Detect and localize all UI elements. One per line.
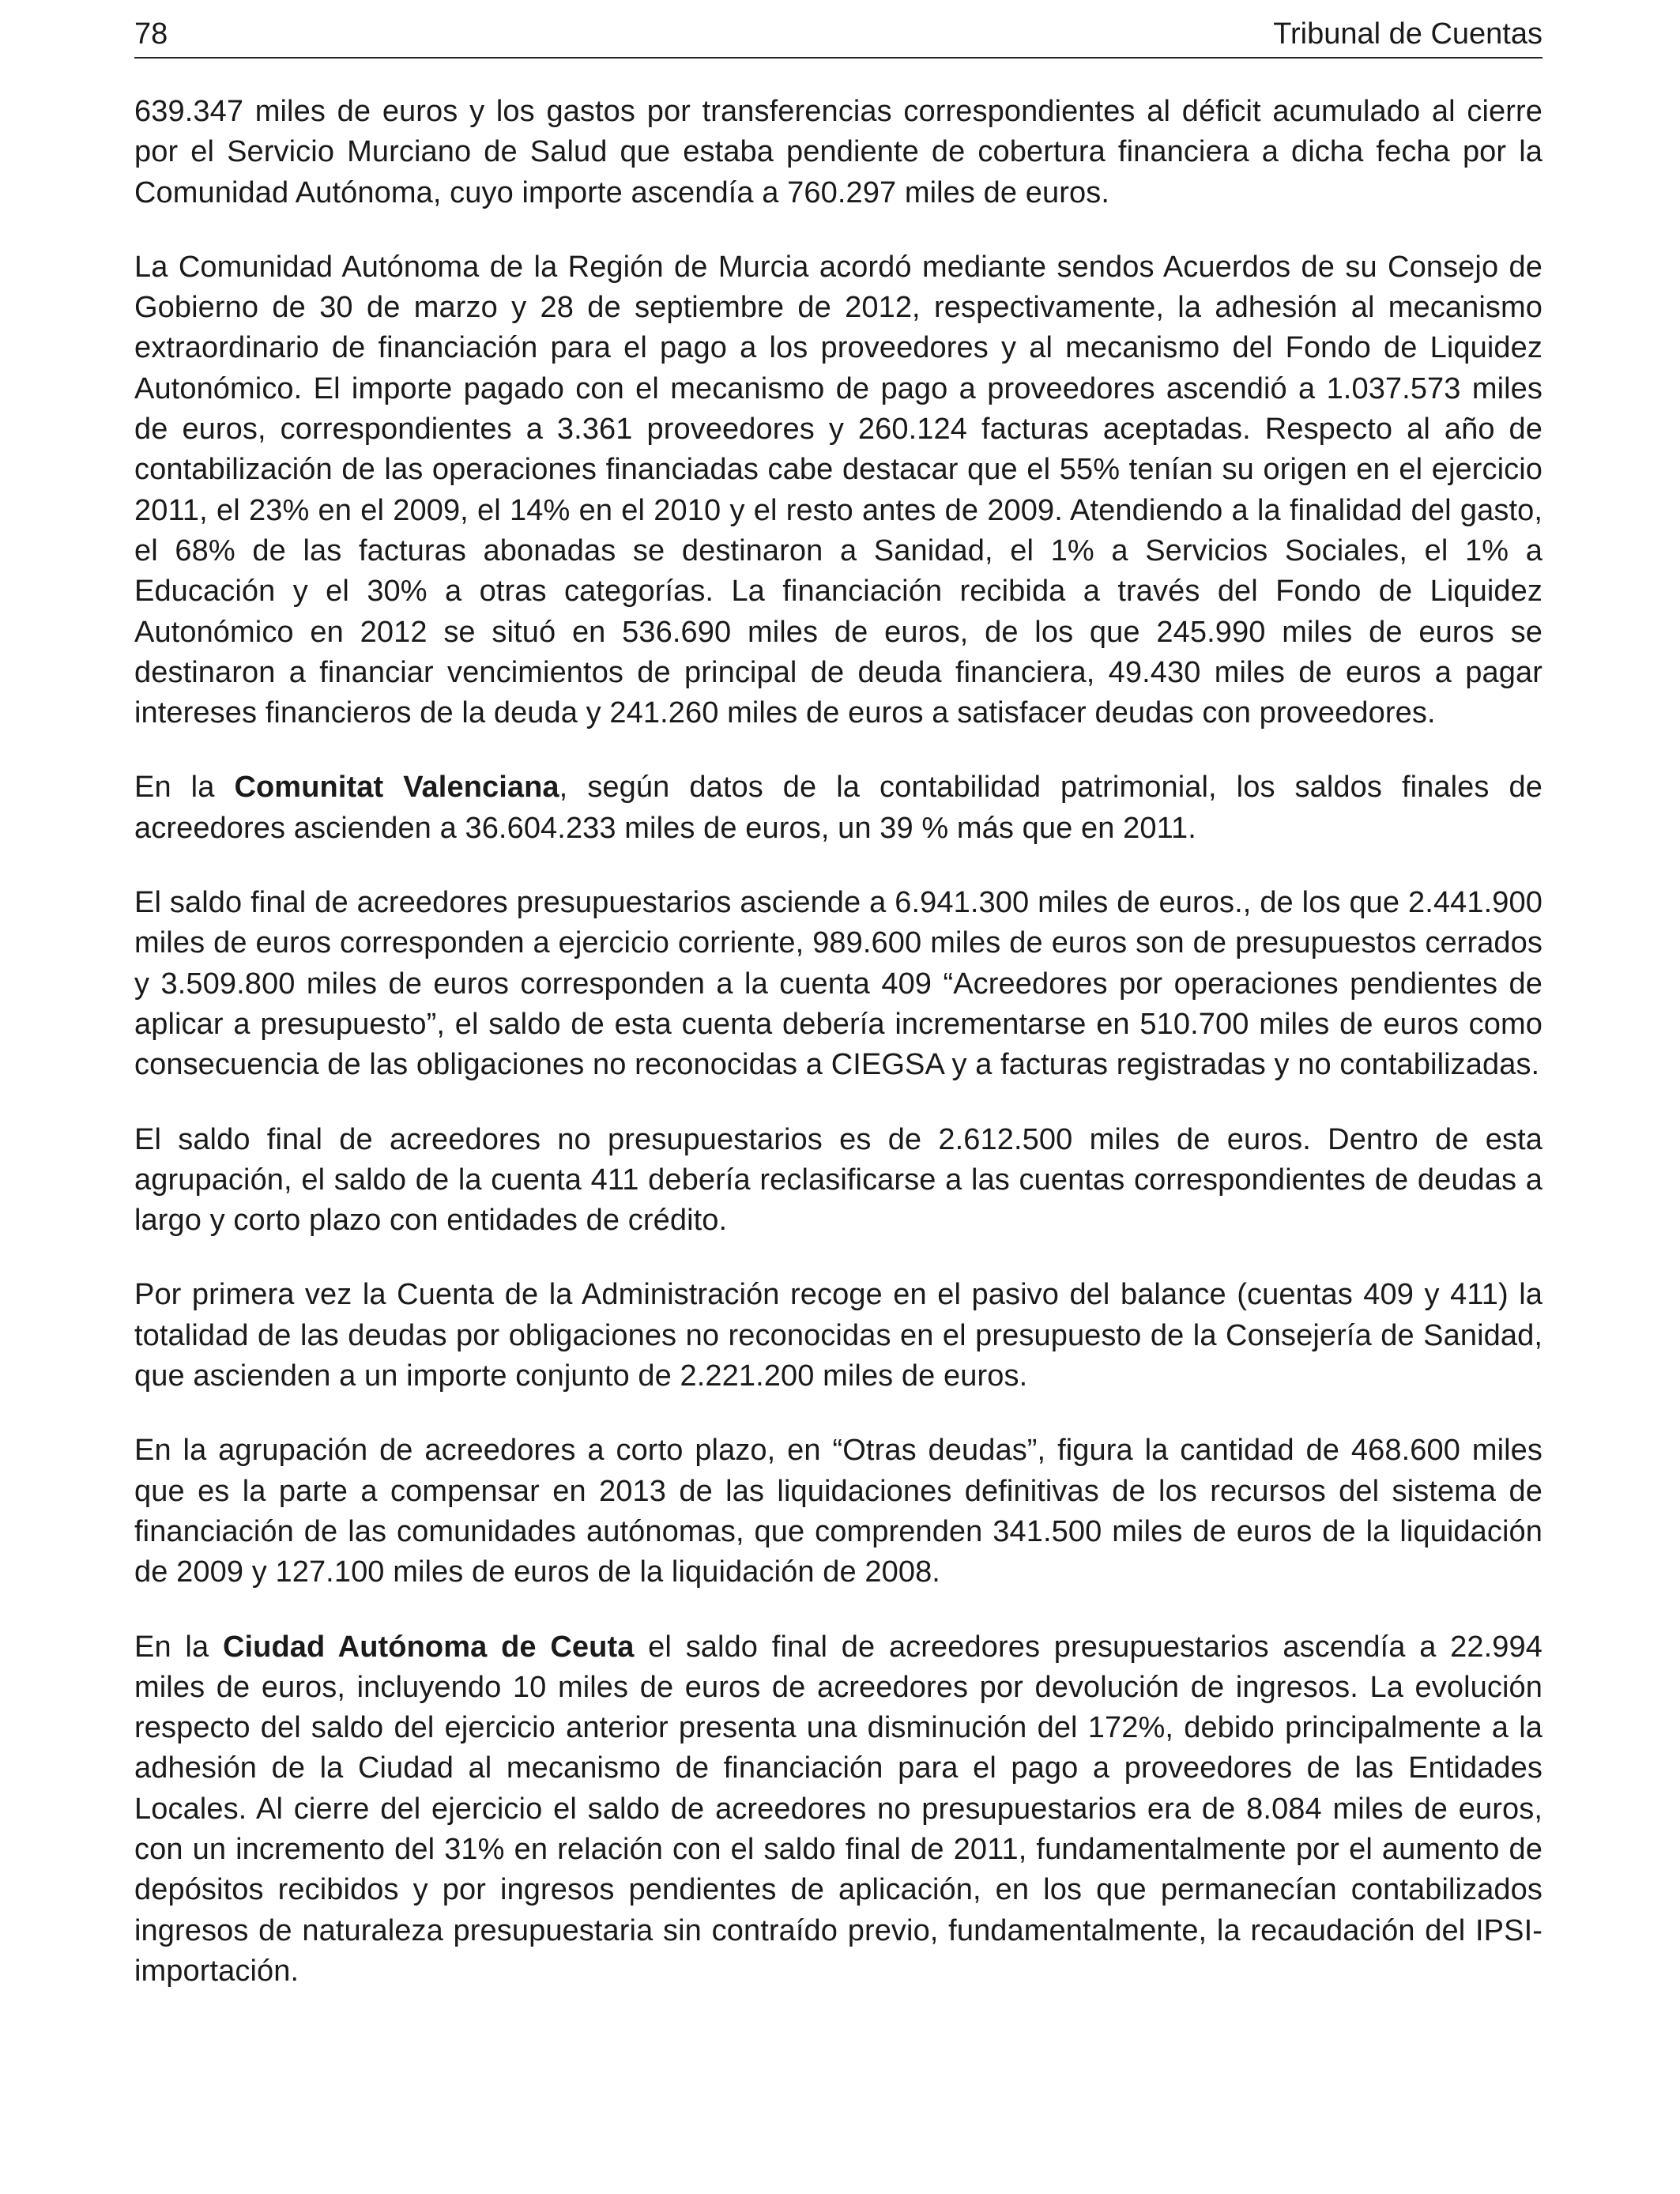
paragraph-text: El saldo final de acreedores no presupuestarios es de 2.612.500 miles de euros. Dentro de esta agrupación, el saldo de la cuenta 411 debería reclasificarse a las cuentas correspondientes de deudas a largo y corto plazo con entidades de crédito. — [134, 1122, 1543, 1238]
paragraph-text: 639.347 miles de euros y los gastos por transferencias correspondientes al déficit acumulado al cierre por el Servicio Murciano de Salud que estaba pendiente de cobertura financiera a dicha fecha por la Comunidad Autónoma, cuyo importe ascendía a 760.297 miles de euros. — [134, 95, 1543, 209]
paragraph-lead: En la — [134, 771, 235, 805]
paragraph-text: , según datos de la contabilidad patrimonial, los saldos finales de acreedores ascienden a 36.604.233 miles de euros, un 39 % más que en 2011. — [134, 771, 1543, 845]
paragraph-text: En la agrupación de acreedores a corto plazo, en “Otras deudas”, figura la cantidad de 468.600 miles que es la parte a compensar en 2013 de las liquidaciones definitivas de los recursos del sistema de financiación de las comunidades autónomas, que comprenden 341.500 miles de euros de la liquidación de 2009 y 127.100 miles de euros de la liquidación de 2008. — [134, 1434, 1543, 1589]
paragraph-text: el saldo final de acreedores presupuestarios ascendía a 22.994 miles de euros, incluyendo 10 miles de euros de acreedores por devolución de ingresos. La evolución respecto del saldo del ejercicio anterior presenta una disminución del 172%, debido principalmente a la adhesión de la Ciudad al mecanismo de financiación para el pago a proveedores de las Entidades Locales. Al cierre del ejercicio el saldo de acreedores no presupuestarios era de 8.084 miles de euros, con un incremento del 31% en relación con el saldo final de 2011, fundamentalmente por el aumento de depósitos recibidos y por ingresos pendientes de aplicación, en los que permanecían contabilizados ingresos de naturaleza presupuestaria sin contraído previo, fundamentalmente, la recaudación del IPSI-importación. — [134, 1630, 1543, 1988]
region-name: Comunitat Valenciana — [234, 771, 559, 805]
paragraph — [134, 1120, 1543, 1242]
document-body — [134, 92, 1543, 2026]
document-page — [134, 0, 1543, 2194]
running-title: Tribunal de Cuentas — [1273, 17, 1543, 51]
page-number: 78 — [134, 17, 168, 51]
paragraph — [134, 247, 1543, 734]
paragraph — [134, 1275, 1543, 1397]
paragraph — [134, 767, 1543, 849]
paragraph-text: La Comunidad Autónoma de la Región de Murcia acordó mediante sendos Acuerdos de su Consejo de Gobierno de 30 de marzo y 28 de septiembre de 2012, respectivamente, la adhesión al mecanismo extraordinario de financiación para el pago a los proveedores y al mecanismo del Fondo de Liquidez Autonómico. El importe pagado con el mecanismo de pago a proveedores ascendió a 1.037.573 miles de euros, correspondientes a 3.361 proveedores y 260.124 facturas aceptadas. Respecto al año de contabilización de las operaciones financiadas cabe destacar que el 55% tenían su origen en el ejercicio 2011, el 23% en el 2009, el 14% en el 2010 y el resto antes de 2009. Atendiendo a la finalidad del gasto, el 68% de las facturas abonadas se destinaron a Sanidad, el 1% a Servicios Sociales, el 1% a Educación y el 30% a otras categorías. La financiación recibida a través del Fondo de Liquidez Autonómico en 2012 se situó en 536.690 miles de euros, de los que 245.990 miles de euros se destinaron a financiar vencimientos de principal de deuda financiera, 49.430 miles de euros a pagar intereses financieros de la deuda y 241.260 miles de euros a satisfacer deudas con proveedores. — [134, 250, 1543, 730]
paragraph — [134, 883, 1543, 1085]
page-header — [134, 14, 1543, 58]
paragraph — [134, 92, 1543, 213]
paragraph-text: Por primera vez la Cuenta de la Administración recoge en el pasivo del balance (cuentas 409 y 411) la totalidad de las deudas por obligaciones no reconocidas en el presupuesto de la Consejería de Sanidad, que ascienden a un importe conjunto de 2.221.200 miles de euros. — [134, 1278, 1543, 1393]
region-name: Ciudad Autónoma de Ceuta — [222, 1630, 635, 1664]
paragraph — [134, 1431, 1543, 1593]
paragraph-text: El saldo final de acreedores presupuestarios asciende a 6.941.300 miles de euros., de los que 2.441.900 miles de euros corresponden a ejercicio corriente, 989.600 miles de euros son de presupuestos cerrados y 3.509.800 miles de euros corresponden a la cuenta 409 “Acreedores por operaciones pendientes de aplicar a presupuesto”, el saldo de esta cuenta debería incrementarse en 510.700 miles de euros como consecuencia de las obligaciones no reconocidas a CIEGSA y a facturas registradas y no contabilizadas. — [134, 886, 1543, 1082]
paragraph — [134, 1627, 1543, 1992]
paragraph-lead: En la — [134, 1630, 223, 1664]
